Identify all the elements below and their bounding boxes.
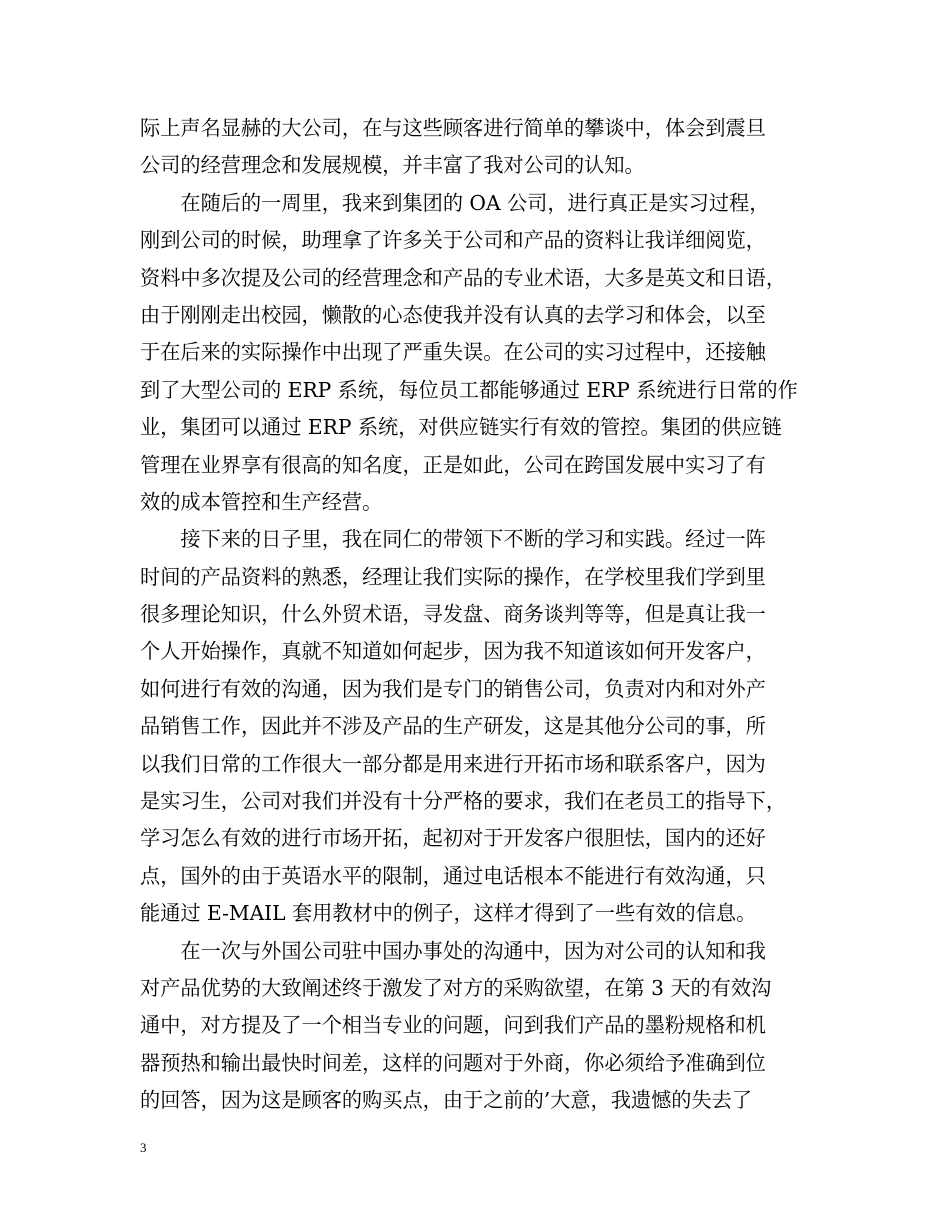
- text-line: 刚到公司的时候，助理拿了许多关于公司和产品的资料让我详细阅览，: [140, 228, 766, 253]
- text-line: 公司的经营理念和发展规模，并丰富了我对公司的认知。: [140, 153, 645, 178]
- text-line: 业，集团可以通过 ERP 系统，对供应链实行有效的管控。集团的供应链: [140, 415, 782, 440]
- text-line: 点，国外的由于英语水平的限制，通过电话根本不能进行有效沟通，只: [140, 863, 766, 888]
- text-line: 到了大型公司的 ERP 系统，每位员工都能够通过 ERP 系统进行日常的作: [140, 377, 798, 402]
- text-line: 际上声名显赫的大公司，在与这些顾客进行简单的攀谈中，体会到震旦: [140, 116, 766, 140]
- text-line: 时间的产品资料的熟悉，经理让我们实际的操作，在学校里我们学到里: [140, 564, 766, 589]
- page-number: 3: [140, 1140, 147, 1155]
- text-line: 接下来的日子里，我在同仁的带领下不断的学习和实践。经过一阵: [140, 527, 766, 552]
- text-line: 由于刚刚走出校园，懒散的心态使我并没有认真的去学习和体会，以至: [140, 302, 766, 327]
- text-line: 以我们日常的工作很大一部分都是用来进行开拓市场和联系客户，因为: [140, 751, 766, 776]
- text-line: 效的成本管控和生产经营。: [140, 489, 383, 514]
- text-line: 在随后的一周里，我来到集团的 OA 公司，进行真正是实习过程，: [140, 190, 770, 215]
- text-line: 如何进行有效的沟通，因为我们是专门的销售公司，负责对内和对外产: [140, 676, 766, 701]
- text-line: 学习怎么有效的进行市场开拓，起初对于开发客户很胆怯，国内的还好: [140, 826, 766, 851]
- text-line: 器预热和输出最快时间差，这样的问题对于外商，你必须给予准确到位: [140, 1050, 766, 1075]
- text-line: 个人开始操作，真就不知道如何起步，因为我不知道该如何开发客户，: [140, 639, 766, 664]
- text-line: 在一次与外国公司驻中国办事处的沟通中，因为对公司的认知和我: [140, 938, 766, 963]
- text-line: 很多理论知识，什么外贸术语，寻发盘、商务谈判等等，但是真让我一: [140, 602, 766, 627]
- text-line: 管理在业界享有很高的知名度，正是如此，公司在跨国发展中实习了有: [140, 452, 766, 477]
- body-text: [140, 110, 820, 1120]
- text-line: 品销售工作，因此并不涉及产品的生产研发，这是其他分公司的事，所: [140, 714, 766, 739]
- text-line: 能通过 E-MAIL 套用教材中的例子，这样才得到了一些有效的信息。: [140, 901, 757, 926]
- text-line: 是实习生，公司对我们并没有十分严格的要求，我们在老员工的指导下，: [140, 789, 787, 814]
- text-line: 对产品优势的大致阐述终于激发了对方的采购欲望，在第 3 天的有效沟: [140, 975, 772, 1000]
- text-line: 通中，对方提及了一个相当专业的问题，问到我们产品的墨粉规格和机: [140, 1013, 766, 1038]
- text-line: 的回答，因为这是顾客的购买点，由于之前的’大意，我遗憾的失去了: [140, 1088, 753, 1113]
- text-line: 于在后来的实际操作中出现了严重失误。在公司的实习过程中，还接触: [140, 340, 766, 365]
- text-line: 资料中多次提及公司的经营理念和产品的专业术语，大多是英文和日语，: [140, 265, 787, 290]
